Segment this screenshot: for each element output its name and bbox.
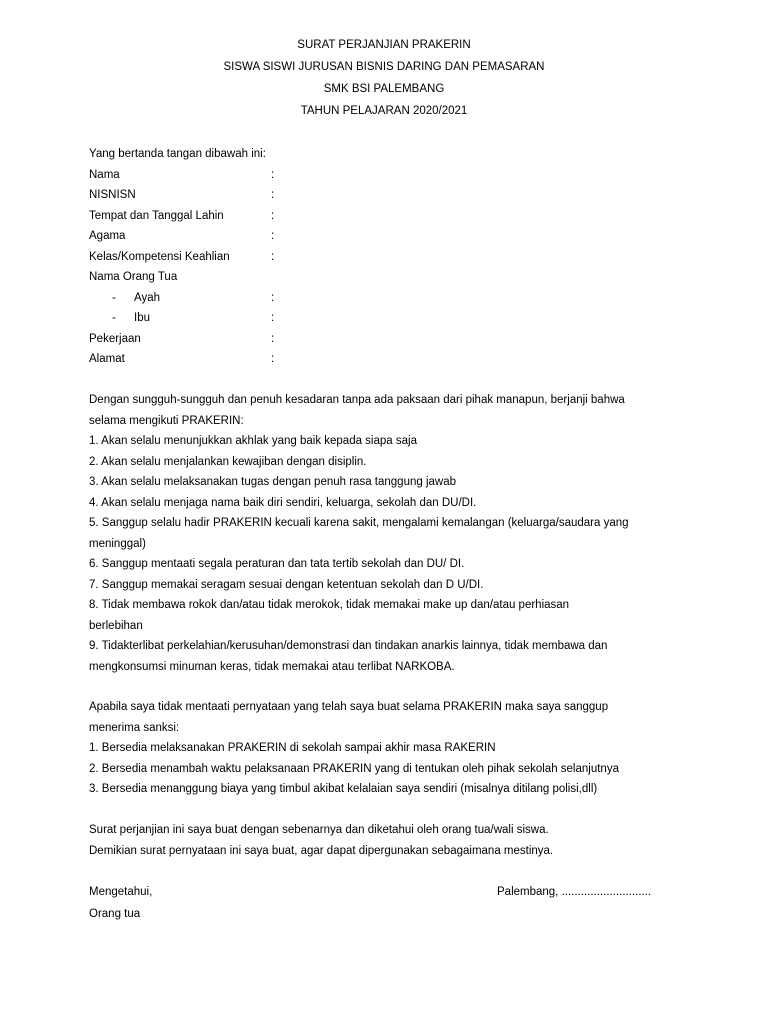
list-item: 6. Sanggup mentaati segala peraturan dan tata tertib sekolah dan DU/ DI. — [89, 558, 465, 570]
list-item: 4. Akan selalu menjaga nama baik diri sendiri, keluarga, sekolah dan DU/DI. — [89, 496, 477, 509]
field-colon: : — [271, 168, 275, 181]
field-label: Alamat — [89, 353, 125, 365]
field-class — [89, 250, 689, 271]
field-colon: : — [271, 291, 275, 304]
sanctions-intro: Apabila saya tidak mentaati pernyataan yang telah saya buat selama PRAKERIN maka saya sanggup — [89, 701, 609, 713]
place-date: Palembang, ............................ — [497, 886, 652, 898]
identity-intro: Yang bertanda tangan dibawah ini: — [89, 148, 266, 160]
identity-section — [89, 147, 689, 373]
list-item: 8. Tidak membawa rokok dan/atau tidak merokok, tidak memakai make up dan/atau perhiasan — [89, 599, 570, 611]
field-colon: : — [271, 209, 275, 222]
list-dash: - — [112, 312, 116, 324]
school-name: SMK BSI PALEMBANG — [323, 83, 445, 95]
field-label: Nama Orang Tua — [89, 271, 178, 283]
field-label: Ibu — [134, 312, 150, 324]
field-colon: : — [271, 250, 275, 263]
field-father — [89, 291, 689, 312]
list-item: 9. Tidakterlibat perkelahian/kerusuhan/demonstrasi dan tindakan anarkis lainnya, tidak membawa dan — [89, 640, 608, 652]
parent-label: Orang tua — [89, 908, 141, 920]
statement-intro-cont: selama mengikuti PRAKERIN: — [89, 414, 244, 427]
statement-section — [89, 393, 689, 680]
closing-section — [89, 823, 689, 864]
list-item: 2. Bersedia menambah waktu pelaksanaan PRAKERIN yang di tentukan oleh pihak sekolah selanjutnya — [89, 762, 619, 775]
field-colon: : — [271, 353, 275, 365]
academic-year: TAHUN PELAJARAN 2020/2021 — [300, 105, 468, 117]
known-by: Mengetahui, — [89, 886, 153, 898]
field-colon: : — [271, 312, 275, 324]
list-item: 3. Akan selalu melaksanakan tugas dengan penuh rasa tanggung jawab — [89, 476, 456, 488]
field-parents — [89, 270, 689, 291]
field-label: Nama — [89, 168, 120, 181]
closing-line: Surat perjanjian ini saya buat dengan sebenarnya dan diketahui oleh orang tua/wali siswa. — [89, 824, 549, 836]
document-header — [0, 38, 768, 126]
field-label: Ayah — [134, 291, 161, 304]
statement-intro: Dengan sungguh-sungguh dan penuh kesadaran tanpa ada paksaan dari pihak manapun, berjanji bahwa — [89, 394, 625, 406]
field-mother — [89, 311, 689, 332]
field-name — [89, 168, 689, 189]
department: SISWA SISWI JURUSAN BISNIS DARING DAN PEMASARAN — [223, 61, 545, 73]
field-label: Agama — [89, 230, 126, 242]
closing-line: Demikian surat pernyataan ini saya buat, agar dapat dipergunakan sebagaimana mestinya. — [89, 844, 554, 857]
signature-left — [89, 885, 152, 929]
list-item-cont: mengkonsumsi minuman keras, tidak memakai atau terlibat NARKOBA. — [89, 660, 455, 673]
list-item: 2. Akan selalu menjalankan kewajiban dengan disiplin. — [89, 455, 367, 468]
field-address — [89, 352, 689, 373]
list-item: 5. Sanggup selalu hadir PRAKERIN kecuali karena sakit, mengalami kemalangan (keluarga/saudara yang — [89, 517, 629, 529]
list-item-cont: meninggal) — [89, 537, 146, 550]
field-colon: : — [271, 230, 275, 242]
field-religion — [89, 229, 689, 250]
list-item: 1. Akan selalu menunjukkan akhlak yang baik kepada siapa saja — [89, 435, 417, 447]
field-label: Pekerjaan — [89, 332, 141, 345]
sanctions-section — [89, 700, 689, 803]
field-label: Kelas/Kompetensi Keahlian — [89, 250, 230, 263]
list-item-cont: berlebihan — [89, 619, 143, 632]
field-label: Tempat dan Tanggal Lahin — [89, 209, 224, 222]
list-item: 7. Sanggup memakai seragam sesuai dengan ketentuan sekolah dan D U/DI. — [89, 578, 484, 591]
sanctions-intro-cont: menerima sanksi: — [89, 721, 180, 734]
list-item: 3. Bersedia menanggung biaya yang timbul akibat kelalaian saya sendiri (misalnya ditilang polisi,dll) — [89, 783, 598, 795]
list-dash: - — [112, 291, 116, 304]
field-nisn — [89, 188, 689, 209]
list-item: 1. Bersedia melaksanakan PRAKERIN di sekolah sampai akhir masa RAKERIN — [89, 742, 496, 754]
field-job — [89, 332, 689, 353]
field-colon: : — [271, 189, 275, 201]
title: SURAT PERJANJIAN PRAKERIN — [297, 39, 471, 51]
field-birth — [89, 209, 689, 230]
field-label: NISNISN — [89, 189, 136, 201]
field-colon: : — [271, 332, 275, 345]
